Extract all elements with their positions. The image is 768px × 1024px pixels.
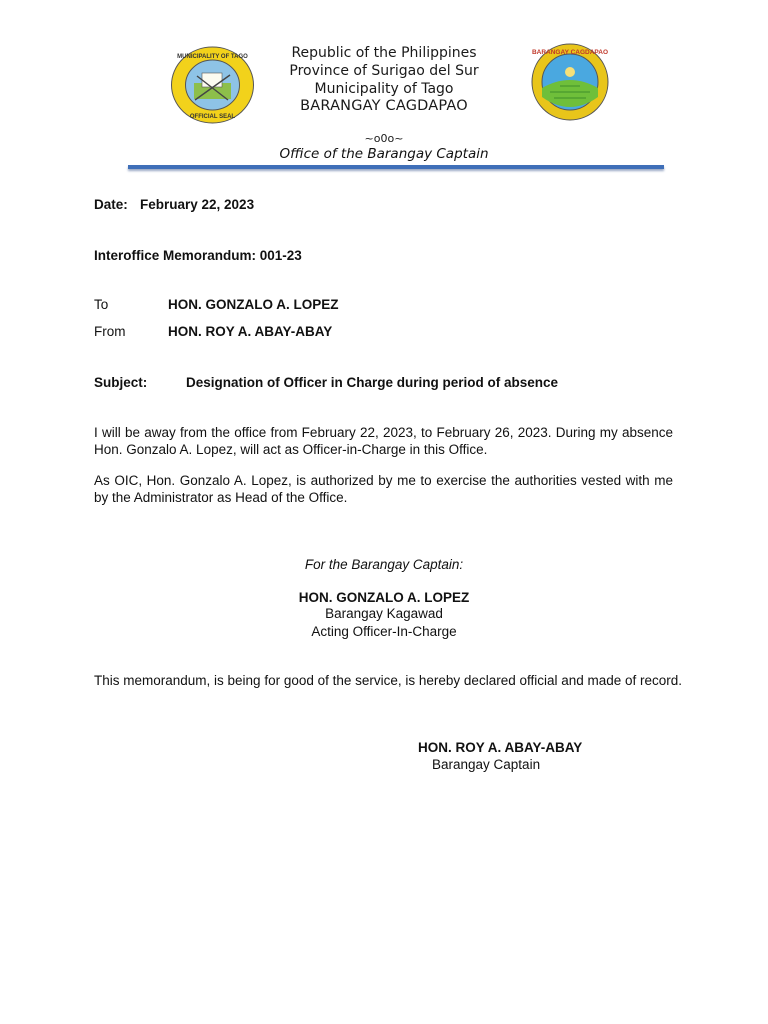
date-label: Date: [94, 197, 128, 212]
header-province: Province of Surigao del Sur [289, 63, 479, 79]
oic-title-2: Acting Officer-In-Charge [311, 624, 457, 639]
to-value: HON. GONZALO A. LOPEZ [168, 297, 339, 312]
svg-text:BARANGAY CAGDAPAO: BARANGAY CAGDAPAO [531, 49, 609, 56]
header-divider [128, 165, 664, 169]
body-paragraph-2: As OIC, Hon. Gonzalo A. Lopez, is authorized by me to exercise the authorities vested with me by the Administrator as Head of the Office. [94, 473, 673, 505]
subject-value: Designation of Officer in Charge during period of absence [186, 375, 559, 390]
to-label: To [94, 297, 109, 312]
oic-name: HON. GONZALO A. LOPEZ [298, 590, 470, 605]
body-paragraph-1: I will be away from the office from February 22, 2023, to February 26, 2023. During my absence Hon. Gonzalo A. Lopez, will act as Officer-in-Charge in this Office. [94, 425, 673, 457]
oic-title-1: Barangay Kagawad [325, 606, 443, 621]
memo-number: Interoffice Memorandum: 001-23 [94, 248, 302, 263]
signer-name: HON. ROY A. ABAY-ABAY [418, 740, 583, 755]
svg-text:OFFICIAL SEAL: OFFICIAL SEAL [189, 114, 236, 120]
header-ornament: ~o0o~ [364, 132, 404, 145]
subject-label: Subject: [94, 375, 148, 390]
from-label: From [94, 324, 126, 339]
header-municipality: Municipality of Tago [314, 81, 454, 97]
signer-title: Barangay Captain [432, 757, 541, 772]
from-value: HON. ROY A. ABAY-ABAY [168, 324, 333, 339]
svg-text:MUNICIPALITY OF TAGO: MUNICIPALITY OF TAGO [177, 54, 248, 60]
for-line: For the Barangay Captain: [304, 557, 464, 572]
date-value: February 22, 2023 [140, 197, 255, 212]
closing-statement: This memorandum, is being for good of the service, is hereby declared official and made of record. [94, 673, 683, 688]
header-republic: Republic of the Philippines [291, 45, 477, 61]
header-barangay: BARANGAY CAGDAPAO [300, 98, 468, 114]
office-title: Office of the Barangay Captain [279, 146, 489, 162]
